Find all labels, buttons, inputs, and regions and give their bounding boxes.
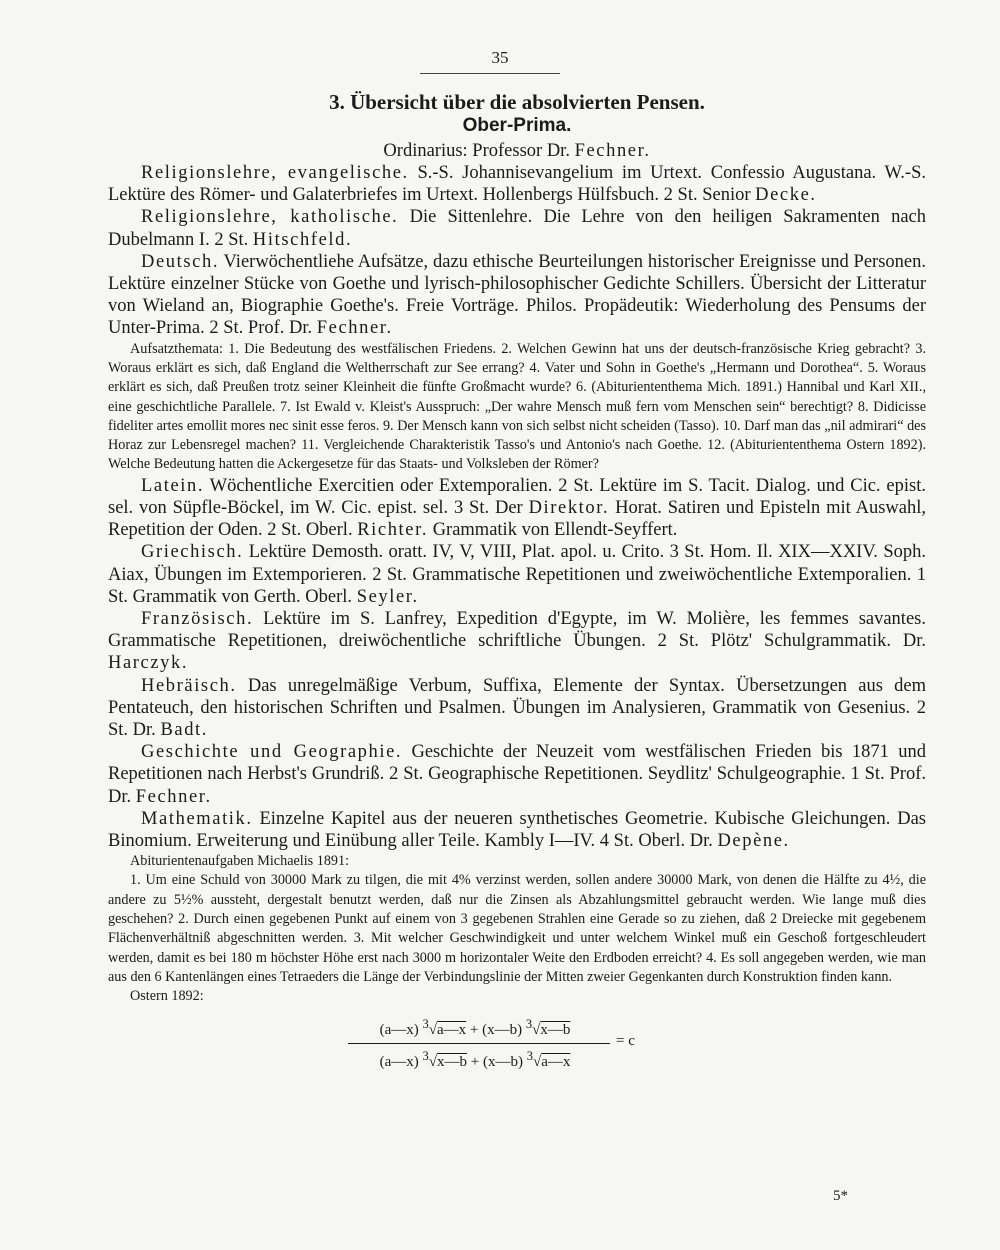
teacher-decke: Decke. [755,185,817,206]
den-radicand-b: a—x [541,1053,571,1070]
deutsch-paragraph [108,251,926,340]
subject-latein: Latein. [141,475,205,496]
ostern-label: Ostern 1892: [130,988,204,1005]
geschichte-paragraph [108,741,926,808]
num-term-a: (a—x) [379,1021,419,1038]
teacher-hitschfeld: Hitschfeld. [252,229,353,250]
subject-griechisch: Griechisch. [141,542,244,563]
num-radicand-b: x—b [540,1021,571,1038]
hebraeisch-text: Das unregelmäßige Verbum, Suffixa, Elemente der Syntax. Übersetzungen aus dem Pentateuch, den historischen Schriften und Psalmen. Übungen im Analysieren, Grammatik von Gesenius. 2 St. Dr. [108,675,926,740]
teacher-badt: Badt. [160,719,209,740]
subject-deutsch: Deutsch. [141,251,220,272]
root-sign-icon: √ [532,1053,542,1070]
teacher-harczyk: Harczyk. [108,653,189,674]
num-plus: + [469,1021,479,1038]
aufsatzthemata-paragraph: Aufsatzthemata: 1. Die Bedeutung des westfälischen Friedens. 2. Welchen Gewinn hat uns der deutsch-französische Krieg gebracht? 3. Woraus erklärt es sich, daß England die Weltherrschaft zur See errang? 4. Vater und Sohn in Goethe's „Hermann und Dorothea“. 5. Woraus erklärt es sich, daß Preußen trotz seiner Kleinheit die fünfte Großmacht wurde? 6. (Abituriententhema Mich. 1891.) Hannibal und Karl XII., eine geschichtliche Parallele. 7. Ist Ewald v. Kleist's Ausspruch: „Der wahre Mensch muß fern vom Menschen sein“ berechtigt? 8. Didicisse fideliter artes emollit mores nec sinit esse feros. 9. Der Mensch kann von sich selbst nicht scheiden (Tasso). 10. Darf man das „nil admirari“ des Horaz zur Lebensregel machen? 11. Vergleichende Charakteristik Tasso's und Antonio's nach Goethe. 12. (Abituriententhema Ostern 1892). Welche Bedeutung hatten die Ackergesetze für das Staats- und Volksleben der Römer? [108,340,926,473]
subject-mathematik: Mathematik. [141,808,253,829]
page-number-rule [420,73,560,74]
den-term-a: (a—x) [379,1053,419,1070]
mathematik-text: Einzelne Kapitel aus der neueren synthetisches Geometrie. Kubische Gleichungen. Das Binomium. Erweiterung und Einübung aller Teile. Kambly I—IV. 4 St. Oberl. Dr. [108,808,926,851]
num-term-b: (x—b) [482,1021,523,1038]
cube-root-index: 3 [422,1016,429,1031]
den-plus: + [470,1053,480,1070]
latein-text-3: Grammatik von Ellendt-Seyffert. [428,520,678,541]
griechisch-paragraph [108,541,926,608]
ordinarius-name: Fechner. [574,141,651,161]
fraction-bar [348,1043,610,1044]
page-content [108,90,926,1077]
franzoesisch-text: Lektüre im S. Lanfrey, Expedition d'Egypte, im W. Molière, les femmes savantes. Grammatische Repetitionen, dreiwöchentliche schriftliche Übungen. 2 St. Plötz' Schulgrammatik. Dr. [108,608,926,652]
griechisch-text: Lektüre Demosth. oratt. IV, V, VIII, Plat. apol. u. Crito. 3 St. Hom. Il. XIX—XXIV. Soph. Aiax, Übungen im Extemporieren. 2 St. Grammatische Repetitionen und zweiwöchentliche Extemporalien. 1 St. Grammatik von Gerth. Oberl. [108,542,926,607]
subject-franzoesisch: Französisch. [141,608,254,629]
religion-kath-paragraph [108,206,926,250]
section-heading: 3. Übersicht über die absolvierten Pensen. [329,90,705,114]
ordinarius-line [108,140,926,162]
cube-root-index: 3 [526,1048,533,1063]
franzoesisch-paragraph [108,608,926,675]
root-sign-icon: √ [428,1021,437,1038]
teacher-fechner-2: Fechner. [135,786,212,807]
religion-ev-text: S.-S. Johannisevangelium im Urtext. Confessio Augustana. W.-S. Lektüre des Römer- und Galaterbriefes im Urtext. Hollenbergs Hülfsbuch. 2 St. Senior [108,163,927,206]
teacher-fechner: Fechner. [316,318,393,339]
subject-religion-kath: Religionslehre, katholische. [141,207,399,228]
root-sign-icon: √ [428,1053,437,1070]
formula-equals: = c [616,1032,635,1049]
subject-hebraeisch: Hebräisch. [141,675,237,696]
cube-root-index: 3 [525,1016,533,1031]
formula-numerator [340,1017,610,1039]
religion-ev-paragraph [108,162,926,206]
abitur-header: Abiturientenaufgaben Michaelis 1891: [130,853,350,870]
latein-text-2: Horat. Satiren und Episteln mit Auswahl, Repetition der Oden. 2 St. Oberl. [108,497,926,541]
latein-text-1: Wöchentliche Exercitien oder Extemporalien. 2 St. Lektüre im S. Tacit. Dialog. und Cic. epist. sel. von Süpfle-Böckel, im W. Cic. epist. sel. 3 St. Der [108,475,926,518]
subject-religion-ev: Religionslehre, evangelische. [141,163,409,183]
teacher-seyler: Seyler. [356,586,419,607]
sheet-signature: 5* [833,1188,848,1204]
mathematik-paragraph [108,808,926,852]
formula-denominator [340,1049,610,1071]
den-radicand-a: x—b [437,1053,467,1070]
page-number: 35 [491,48,509,67]
religion-kath-text: Die Sittenlehre. Die Lehre von den heiligen Sakramenten nach Dubelmann I. 2 St. [108,207,926,250]
deutsch-text: Vierwöchentliehe Aufsätze, dazu ethische Beurteilungen historischer Ereignisse und Personen. Lektüre einzelner Stücke von Goethe und lyrisch-philosophischer Gedichte Schillers. Übersicht der Litteratur von Wieland an, Biographie Goethe's. Freie Vorträge. Philos. Propädeutik: Wiederholung des Pensums der Unter-Prima. 2 St. Prof. Dr. [108,251,926,339]
teacher-depene: Depène. [717,830,790,851]
ordinarius-label: Ordinarius: Professor Dr. [383,141,575,161]
teacher-richter: Richter. [357,520,429,541]
abitur-text: 1. Um eine Schuld von 30000 Mark zu tilgen, die mit 4% verzinst werden, sollen andere 30000 Mark, von denen die Hälfte zu 4½, die andere zu 5½% aussteht, dergestalt benutzt werden, daß nur die Zinsen als Abzahlungsmittel gebraucht werden. Wie lange muß dies geschehen? 2. Durch einen gegebenen Punkt auf einem von 3 gegebenen Strahlen eine Gerade so zu ziehen, daß 2 Dreiecke mit gegebenem Flächenverhältniß abgeschnitten werden. 3. Mit welcher Geschwindigkeit und unter welchem Winkel muß ein Geschoß fortgeschleudert werden, damit es bei 180 m höchster Höhe erst nach 3000 m horizontaler Weite den Erdboden erreicht? 4. Es soll angegeben werden, wie man aus den 6 Kantenlängen eines Tetraeders die Länge der Verbindungslinie der Mitten zweier Gegenkanten durch Konstruktion finden kann. [108,872,926,985]
teacher-direktor: Direktor. [528,497,610,518]
root-sign-icon: √ [532,1021,541,1038]
geschichte-text: Geschichte der Neuzeit vom westfälischen Frieden bis 1871 und Repetitionen nach Herbst's Grundriß. 2 St. Geographische Repetitionen. Seydlitz' Schulgeographie. 1 St. Prof. Dr. [108,742,926,807]
num-radicand-a: a—x [437,1021,467,1038]
hebraeisch-paragraph [108,675,926,742]
subject-geschichte: Geschichte und Geographie. [141,742,403,763]
den-term-b: (x—b) [482,1053,523,1070]
cube-root-index: 3 [422,1048,429,1063]
latein-paragraph [108,475,926,542]
cubic-formula [108,1017,926,1077]
class-heading: Ober-Prima. [462,115,572,136]
